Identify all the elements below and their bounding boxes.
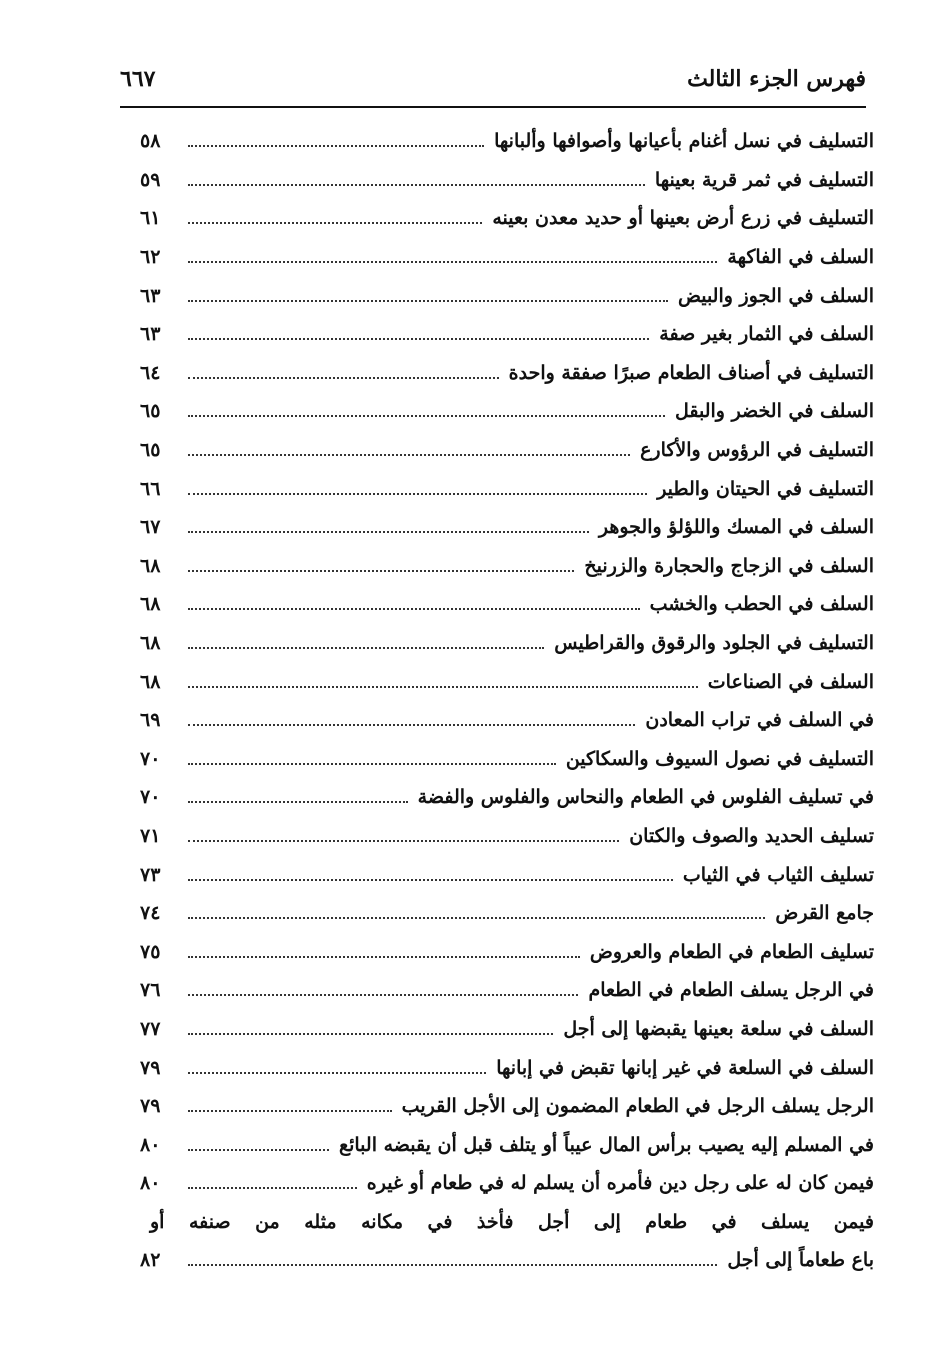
toc-entry [140,701,874,740]
toc-entry-page: ٧٤ [140,902,161,925]
toc-entry-page: ٦٦ [140,477,161,500]
dot-leader [188,338,649,340]
toc-entry [140,469,874,508]
header-rule [120,106,866,108]
toc-entry [140,855,874,894]
dot-leader [188,763,556,765]
dot-leader [188,1149,329,1151]
toc-entry-title: التسليف في أصناف الطعام صبرًا صفقة واحدة [508,361,874,384]
page-header [120,62,866,106]
toc-entry [140,1164,874,1203]
dot-leader [188,994,578,996]
toc-entry-title: السلف في الزجاج والحجارة والزرنيخ [584,554,874,577]
toc-entry-page: ٦٨ [140,632,161,655]
toc-entry-title: الرجل يسلف الرجل في الطعام المضمون إلى الأجل القريب [401,1095,874,1118]
dot-leader [188,454,630,456]
toc-entry-title: فيمن كان له على رجل دين فأمره أن يسلم له في طعام أو غيره [366,1172,874,1195]
dot-leader [188,1187,357,1189]
toc-entry [140,315,874,354]
toc-entry-page: ٨٠ [140,1133,161,1156]
toc-entry-title: تسليف الطعام في الطعام والعروض [589,940,874,963]
toc-entry [140,238,874,277]
toc-entry [140,1048,874,1087]
toc-entry [140,392,874,431]
toc-entry-page: ٨٠ [140,1172,161,1195]
toc-entry-page: ٦٣ [140,284,161,307]
toc-entry-page: ٦٨ [140,554,161,577]
page-number: ٦٦٧ [120,66,156,92]
toc-entry [140,547,874,586]
toc-entry-title: التسليف في الرؤوس والأكارع [640,439,874,462]
toc-entry [140,1087,874,1126]
dot-leader [188,493,647,495]
toc-entry [140,161,874,200]
toc-entry [140,354,874,393]
toc-entry [140,932,874,971]
dot-leader [188,377,499,379]
toc-entry-title: السلف في سلعة بعينها يقبضها إلى أجل [563,1017,874,1040]
toc-entry [140,894,874,933]
toc-entry [140,778,874,817]
toc-entry [140,817,874,856]
toc-entry [140,122,874,161]
toc-entry-page: ٦٥ [140,439,161,462]
dot-leader [188,840,619,842]
toc-entry-title: التسليف في الحيتان والطير [657,477,874,500]
toc-entry [140,1010,874,1049]
dot-leader [188,956,580,958]
toc-entry-title: في تسليف الفلوس في الطعام والنحاس والفلوس والفضة [417,786,874,809]
dot-leader [188,608,640,610]
toc-entry-title: السلف في الحطب والخشب [649,593,874,616]
toc-entry-title: السلف في المسك واللؤلؤ والجوهر [598,516,874,539]
dot-leader [188,686,698,688]
dot-leader [188,724,635,726]
toc-entry-multiline [140,1203,874,1279]
toc-entry-page: ٧١ [140,824,161,847]
toc-entry [140,276,874,315]
dot-leader [188,1072,486,1074]
dot-leader [188,570,574,572]
toc-entry-title: التسليف في زرع أرض بعينها أو حديد معدن بعينه [492,207,874,230]
toc-entry-page: ٦١ [140,207,161,230]
toc-entry-title: السلف في الجوز والبيض [677,284,874,307]
toc-entry-page: ٥٩ [140,168,161,191]
toc-entry-title: السلف في الثمار بغير صفة [659,323,874,346]
toc-entry-page: ٧٠ [140,747,161,770]
running-title: فهرس الجزء الثالث [687,66,866,92]
dot-leader [188,1033,553,1035]
dot-leader [188,184,645,186]
toc-entry-page: ٦٨ [140,670,161,693]
dot-leader [188,261,717,263]
toc-entry-page: ٦٢ [140,246,161,269]
toc-entry-title: في الرجل يسلف الطعام في الطعام [588,979,874,1002]
toc-entry [140,1125,874,1164]
toc-entry-page: ٥٨ [140,130,161,153]
dot-leader [188,300,668,302]
dot-leader [188,879,673,881]
toc-entry-title: تسليف الحديد والصوف والكتان [629,824,874,847]
toc-entry [140,624,874,663]
toc-entry [140,585,874,624]
toc-entry-title: السلف في الخضر والبقل [674,400,874,423]
toc-entry-title: تسليف الثياب في الثياب [682,863,874,886]
dot-leader [188,647,544,649]
dot-leader [188,1264,717,1266]
toc-entry-page: ٧٥ [140,940,161,963]
toc-entry [140,199,874,238]
dot-leader [188,801,408,803]
toc-entry-title-line1: فيمن يسلف في طعام إلى أجل فأخذ في مكانه مثله من صنفه أو [150,1210,874,1233]
toc-entry-page: ٨٢ [140,1248,161,1271]
toc-entry-page: ٧٩ [140,1095,161,1118]
toc-entry-title: التسليف في الجلود والرقوق والقراطيس [554,632,874,655]
toc-entry-title: في السلف في تراب المعادن [645,709,874,732]
toc-entry-page: ٧٠ [140,786,161,809]
toc-entry-line2 [140,1241,874,1279]
dot-leader [188,145,484,147]
toc-entry-title-line2: باع طعاماً إلى أجل [727,1248,874,1271]
toc-entry [140,508,874,547]
toc-entry-page: ٧٣ [140,863,161,886]
toc-entry [140,662,874,701]
toc-entry [140,740,874,779]
table-of-contents [140,122,874,1279]
toc-entry-title: في المسلم إليه يصيب برأس المال عيباً أو يتلف قبل أن يقبضه البائع [338,1133,874,1156]
toc-entry-page: ٦٨ [140,593,161,616]
toc-entry-page: ٦٧ [140,516,161,539]
toc-entry-page: ٧٦ [140,979,161,1002]
toc-entry-page: ٦٥ [140,400,161,423]
dot-leader [188,917,765,919]
toc-entry-title: السلف في الصناعات [707,670,874,693]
dot-leader [188,222,482,224]
toc-entry [140,431,874,470]
toc-entry-title: التسليف في نسل أغنام بأعيانها وأصوافها وألبانها [494,130,874,153]
toc-entry-page: ٦٩ [140,709,161,732]
toc-entry-title: السلف في السلعة في غير إبانها تقبض في إبانها [496,1056,874,1079]
toc-entry-title: التسليف في نصول السيوف والسكاكين [565,747,874,770]
toc-entry-page: ٧٩ [140,1056,161,1079]
toc-entry-page: ٦٣ [140,323,161,346]
toc-entry-title: التسليف في ثمر قرية بعينها [654,168,874,191]
dot-leader [188,1110,392,1112]
toc-entry-page: ٧٧ [140,1017,161,1040]
toc-entry-title: السلف في الفاكهة [727,246,874,269]
toc-entry-title: جامع القرض [775,902,874,925]
toc-entry-page: ٦٤ [140,361,161,384]
toc-entry [140,971,874,1010]
dot-leader [188,415,665,417]
dot-leader [188,531,589,533]
